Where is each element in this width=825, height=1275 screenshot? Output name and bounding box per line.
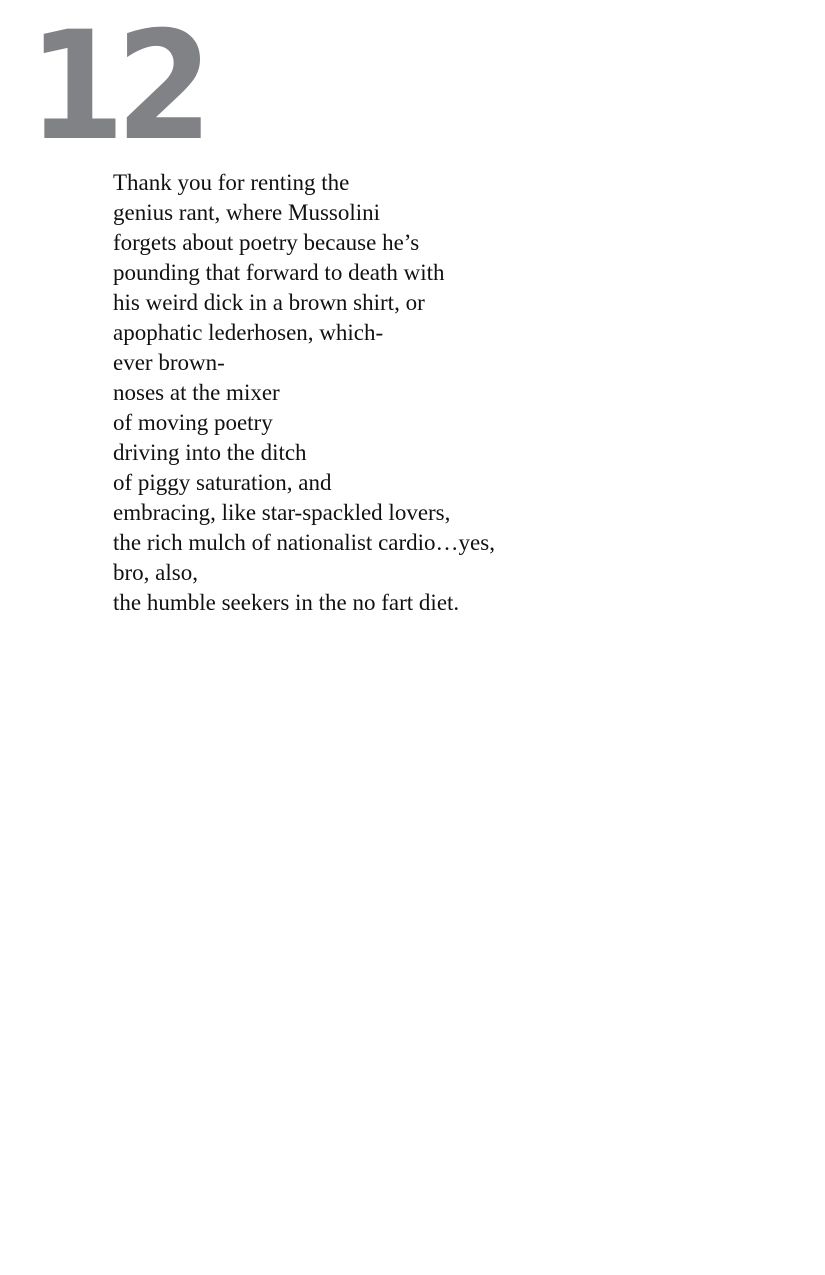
poem-line: embracing, like star-spackled lovers, — [113, 500, 451, 525]
poem-body — [113, 168, 793, 618]
poem-line: ever brown- — [113, 350, 225, 375]
poem-line: apophatic lederhosen, which- — [113, 320, 384, 345]
poem-line: genius rant, where Mussolini — [113, 200, 381, 225]
poem-line: the rich mulch of nationalist cardio…yes, — [113, 530, 495, 555]
poem-line: noses at the mixer — [113, 380, 280, 405]
poem-line: of moving poetry — [113, 410, 273, 435]
poem-line: of piggy saturation, and — [113, 470, 332, 495]
poem-line: forgets about poetry because he’s — [113, 230, 420, 255]
poem-line: bro, also, — [113, 560, 198, 585]
poem-line: driving into the ditch — [113, 440, 307, 465]
poem-line: Thank you for renting the — [113, 170, 350, 195]
poem-line: the humble seekers in the no fart diet. — [113, 590, 460, 615]
poem-line: pounding that forward to death with — [113, 260, 445, 285]
poem-line: his weird dick in a brown shirt, or — [113, 290, 425, 315]
page-number: 12 — [28, 0, 204, 174]
